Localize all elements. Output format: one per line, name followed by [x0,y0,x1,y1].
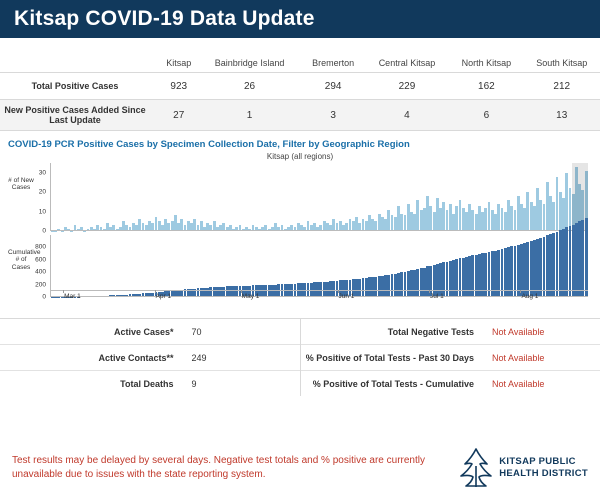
chart-bar [585,218,588,297]
cell-total-kitsap: 923 [160,73,197,100]
stats-right-column [301,319,600,396]
stat-row-total-deaths [0,371,300,396]
stat-value-active-contacts: 249 [191,352,207,363]
column-header-north-kitsap: North Kitsap [461,58,512,68]
stat-row-percent-positive-30-days [301,345,600,371]
cell-total-south: 212 [523,73,600,100]
y-tick-label: 800 [35,243,46,251]
stat-label-active-contacts: Active Contacts** [98,352,174,363]
y-tick-label: 20 [38,188,46,196]
column-header-bainbridge-island: Bainbridge Island [214,58,285,68]
summary-table [0,38,600,131]
y-tick-label: 200 [35,281,46,289]
stat-row-total-negative-tests [301,319,600,345]
x-tick-label: Aug 1 [521,293,539,300]
stat-value-total-deaths: 9 [191,378,197,389]
stat-label-total-negative-tests: Total Negative Tests [387,326,474,337]
y-tick-label: 30 [38,169,46,177]
tree-logo-icon [459,448,493,488]
stat-row-active-cases [0,319,300,345]
cell-total-bainbridge: 26 [197,73,301,100]
stat-value-percent-positive-30-days: Not Available [492,352,545,363]
stats-left-column [0,319,301,396]
header-spacer [0,38,160,73]
stat-value-total-negative-tests: Not Available [492,326,545,337]
x-tick-label: Jul 1 [429,293,444,300]
stat-value-active-cases: 70 [191,326,202,337]
cell-new-central: 4 [365,100,450,131]
page-header [0,0,600,38]
row-label-total-positive-cases: Total Positive Cases [0,73,160,100]
cell-new-bremerton: 3 [302,100,365,131]
table-row [0,73,600,100]
page-title: Kitsap COVID-19 Data Update [14,7,315,30]
stat-row-active-contacts [0,345,300,371]
stat-label-percent-positive-cumulative: % Positive of Total Tests - Cumulative [312,378,474,389]
y-tick-label: 10 [38,208,46,216]
y-axis-label-new-cases: # of New Cases [8,177,34,192]
column-header-central-kitsap: Central Kitsap [378,58,436,68]
logo-line-2: HEALTH DISTRICT [499,468,588,479]
stat-label-active-cases: Active Cases* [113,326,174,337]
logo-text [499,456,588,480]
stats-panels [0,318,600,396]
y-tick-label: 600 [35,256,46,264]
stat-label-percent-positive-30-days: % Positive of Total Tests - Past 30 Days [305,352,474,363]
new-cases-plot [50,163,588,231]
x-axis [50,290,588,305]
row-label-new-positive-cases: New Positive Cases Added Since Last Update [0,100,160,131]
x-tick-label: May 1 [241,293,260,300]
chart-area[interactable] [8,152,592,312]
logo-line-1: KITSAP PUBLIC [499,456,576,468]
page-footer [0,436,600,500]
kitsap-public-health-district-logo [459,448,588,488]
table-row [0,100,600,131]
x-tick-label: Apr 1 [155,293,172,300]
stat-label-total-deaths: Total Deaths [120,378,174,389]
chart-subtitle: Kitsap (all regions) [266,152,334,161]
cell-total-north: 162 [449,73,523,100]
cell-total-central: 229 [365,73,450,100]
chart-section-title: COVID-19 PCR Positive Cases by Specimen Collection Date, Filter by Geographic Region [8,139,410,150]
x-tick-label: Mar 1 [64,293,81,300]
y-tick-label: 0 [42,227,46,235]
y-tick-label: 0 [42,293,46,301]
y-tick-label: 400 [35,268,46,276]
cell-new-south: 13 [523,100,600,131]
column-header-bremerton: Bremerton [312,58,355,68]
footer-note: Test results may be delayed by several days. Negative test totals and % positive are currently unavailable due to issues with the state reporting system. [12,454,425,480]
cumulative-plot [50,235,588,297]
table-header-row [0,38,600,73]
stat-row-percent-positive-cumulative [301,371,600,396]
column-header-south-kitsap: South Kitsap [536,58,588,68]
cell-new-kitsap: 27 [160,100,197,131]
new-cases-chart[interactable] [8,163,592,235]
y-axis-ticks-cumulative [34,235,48,301]
cell-total-bremerton: 294 [302,73,365,100]
cell-new-bainbridge: 1 [197,100,301,131]
y-axis-label-cumulative: Cumulative # of Cases [8,249,41,271]
column-header-kitsap: Kitsap [166,58,192,68]
x-tick-label: Jun 1 [338,293,355,300]
y-axis-ticks-new-cases [34,163,48,235]
cell-new-north: 6 [449,100,523,131]
cumulative-cases-chart[interactable] [8,235,592,301]
stat-value-percent-positive-cumulative: Not Available [492,378,545,389]
